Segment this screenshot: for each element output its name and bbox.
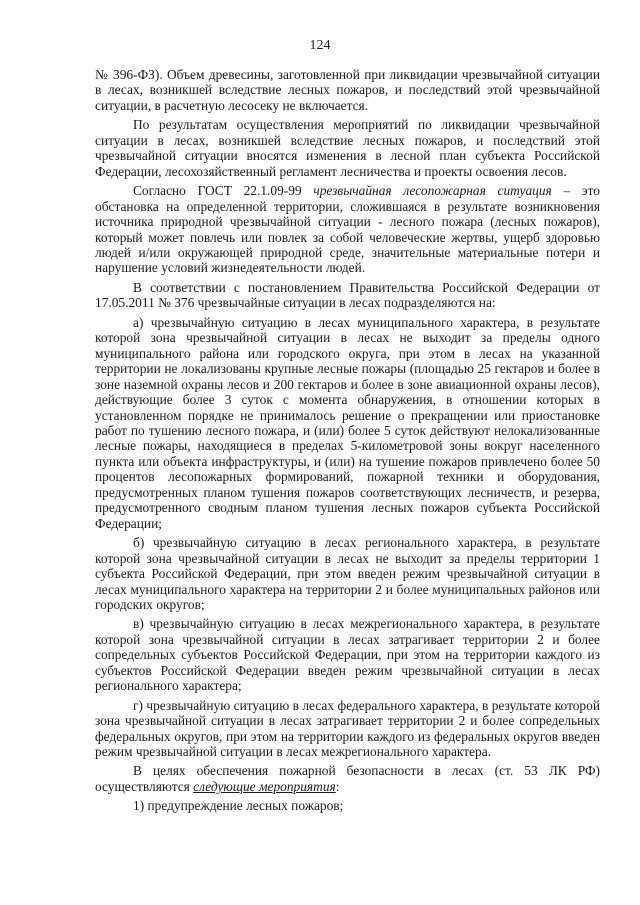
measures-colon: : [335, 778, 340, 794]
defined-term: чрезвычайная лесопожарная ситуация [313, 183, 552, 199]
paragraph-classification-intro: В соответствии с постановлением Правительства Российской Федерации от 17.05.2011 № 376 чрезвычайные ситуации в лесах подразделяются на: [95, 279, 600, 311]
list-item-interregional: в) чрезвычайную ситуацию в лесах межрегионального характера, в результате которой зона чрезвычайной ситуации в лесах затрагивает территории 2 и более сопредельных субъектов Российской Федерации, при этом на территории каждого из субъектов Российской Федерации введен режим чрезвычайной ситуации в лесах регионального характера; [95, 616, 600, 694]
document-body [95, 67, 600, 818]
paragraph-gost-definition [95, 183, 600, 276]
paragraph-continuation: № 396-ФЗ). Объем древесины, заготовленной при ликвидации чрезвычайной ситуации в лесах, возникшей вследствие лесных пожаров, и последствий этой чрезвычайной ситуации, в расчетную лесосеку не включается. [95, 67, 600, 113]
gost-definition-text: – это обстановка на определенной территории, сложившаяся в результате возникновения источника природной чрезвычайной ситуации - лесного пожара (лесных пожаров), который может повлечь или повлек за собой человеческие жертвы, ущерб здоровью людей и/или окружающей природной среде, значительные материальные потери и нарушение условий жизнедеятельности людей. [95, 183, 600, 276]
list-item-regional: б) чрезвычайную ситуацию в лесах регионального характера, в результате которой зона чрезвычайной ситуации в лесах не выходит за пределы территории 1 субъекта Российской Федерации, при этом введен режим чрезвычайной ситуации в лесах муниципального характера на территории 2 и более муниципальных районов или городских округов; [95, 535, 600, 612]
measures-intro-text: В целях обеспечения пожарной безопасности в лесах (ст. 53 ЛК РФ) осуществляются [95, 763, 600, 794]
list-item-prevention: 1) предупреждение лесных пожаров; [133, 798, 344, 814]
list-item-municipal: а) чрезвычайную ситуацию в лесах муниципального характера, в результате которой зона чрезвычайной ситуации в лесах не выходит за пределы одного муниципального района или городского округа, при этом в лесах на указанной территории не локализованы крупные лесные пожары (площадью 25 гектаров и более в зоне наземной охраны лесов и 200 гектаров и более в зоне авиационной охраны лесов), действующие более 3 суток с момента обнаружения, в отношении которых в установленном порядке не принималось решение о прекращении или приостановке работ по тушению лесного пожара, и (или) более 5 суток действуют нелокализованные лесные пожары, находящиеся в пределах 5-километровой зоны вокруг населенного пункта или объекта инфраструктуры, и (или) на тушение пожаров привлечено более 50 процентов лесопожарных формирований, пожарной техники и оборудования, предусмотренных планом тушения пожаров соответствующих лесничеств, и резерва, предусмотренного сводным планом тушения лесных пожаров субъекта Российской Федерации; [95, 314, 600, 531]
paragraph-plan-changes: По результатам осуществления мероприятий по ликвидации чрезвычайной ситуации в лесах, возникшей вследствие лесных пожаров, и последствий этой чрезвычайной ситуации вносятся изменения в лесной план субъекта Российской Федерации, лесохозяйственный регламент лесничества и проекты освоения лесов. [95, 117, 600, 179]
measures-term: следующие мероприятия [193, 778, 336, 794]
page-number: 124 [309, 38, 331, 53]
paragraph-fire-safety-measures [95, 763, 600, 794]
gost-intro-text: Согласно ГОСТ 22.1.09-99 [133, 183, 314, 199]
list-item-federal: г) чрезвычайную ситуацию в лесах федерального характера, в результате которой зона чрезвычайной ситуации в лесах затрагивает территории 2 и более сопредельных федеральных округов, при этом на территории каждого из федеральных округов введен режим чрезвычайной ситуации в лесах межрегионального характера. [95, 697, 600, 760]
